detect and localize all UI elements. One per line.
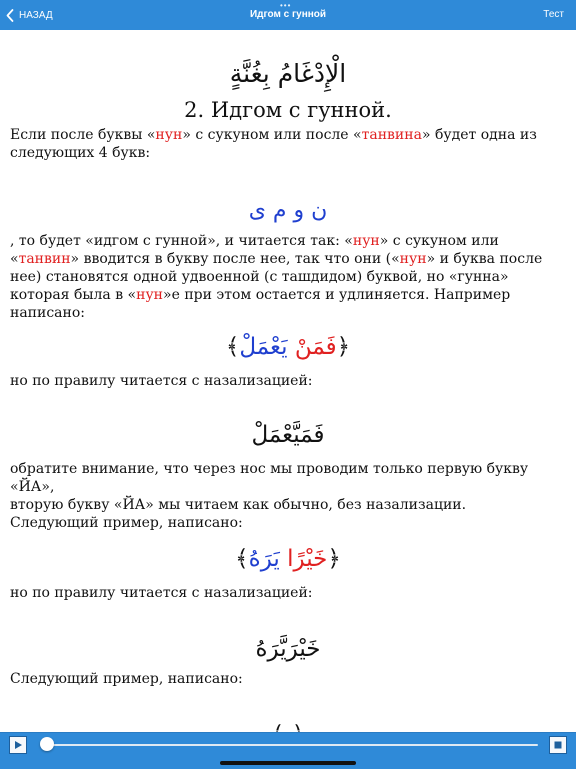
arabic-letters: ن و م ى xyxy=(248,198,328,223)
stop-icon xyxy=(553,740,563,750)
paragraph-intro xyxy=(10,126,558,162)
arabic-word: خَيْرًا xyxy=(287,546,328,572)
arabic-word: يَعْمَلْ xyxy=(239,334,288,360)
text-run: Если после буквы « xyxy=(10,127,156,143)
back-button-label: НАЗАД xyxy=(19,9,53,21)
test-button[interactable]: Тест xyxy=(543,9,564,20)
paragraph-attention xyxy=(10,460,558,532)
text-line: вторую букву «ЙА» мы читаем как обычно, без назализации. xyxy=(10,497,467,513)
navigation-bar xyxy=(0,0,576,30)
highlight-nun: нун xyxy=(352,233,380,249)
paragraph-reading-note-2: но по правилу читается с назализацией: xyxy=(10,585,313,601)
audio-progress-track[interactable] xyxy=(44,744,538,746)
highlight-nun: нун xyxy=(136,287,164,303)
arabic-title: الْإِدْغَامُ بِغُنَّةٍ xyxy=(229,59,347,88)
page-title: Идгом с гунной xyxy=(249,9,327,20)
paragraph-rule xyxy=(10,232,558,322)
ornate-bracket: ﴿ xyxy=(336,334,351,360)
highlight-tanvin: танвина xyxy=(361,127,422,143)
arabic-example-1 xyxy=(0,330,576,364)
arabic-reading-2 xyxy=(0,632,576,666)
ornate-bracket: ﴾ xyxy=(235,546,249,572)
text-run: » вводится в букву после нее, так что они (« xyxy=(70,251,400,267)
play-icon xyxy=(13,740,23,750)
arabic-example-2 xyxy=(0,542,576,576)
text-run: , то будет «идгом с гунной», и читается так: « xyxy=(10,233,353,249)
text-run: » и буква после нее) становятся одной удвоенной (с ташдидом) буквой, но «гунна» которая была в « xyxy=(10,251,543,303)
text-run: » будет одна из следующих 4 букв: xyxy=(10,127,537,161)
lesson-content[interactable] xyxy=(0,30,576,732)
ornate-bracket: ﴾ xyxy=(225,334,240,360)
paragraph-next-example: Следующий пример, написано: xyxy=(10,671,243,687)
text-run: » с сукуном или после « xyxy=(182,127,362,143)
text-line: Следующий пример, написано: xyxy=(10,515,243,531)
highlight-nun: нун xyxy=(399,251,427,267)
paragraph-reading-note: но по правилу читается с назализацией: xyxy=(10,373,313,389)
ornate-bracket: ﴿ xyxy=(327,546,341,572)
highlight-tanvin: танвин xyxy=(18,251,71,267)
stop-button[interactable] xyxy=(549,736,567,754)
more-dots-icon[interactable]: ••• xyxy=(280,1,292,10)
audio-progress-thumb[interactable] xyxy=(40,737,54,751)
arabic-reading-1 xyxy=(0,418,576,452)
text-run: »е при этом остается и удлиняется. Например написано: xyxy=(10,287,511,321)
arabic-word: خَيْرَيَّرَهُ xyxy=(255,636,321,662)
highlight-nun: нун xyxy=(155,127,183,143)
play-button[interactable] xyxy=(9,736,27,754)
arabic-word: يَرَهُ xyxy=(248,546,280,572)
home-indicator xyxy=(220,761,356,765)
text-line: обратите внимание, что через нос мы проводим только первую букву «ЙА», xyxy=(10,461,529,495)
arabic-word: فَمَيَّعْمَلْ xyxy=(251,422,325,448)
arabic-word: فَمَنْ xyxy=(294,334,337,360)
text-run: » с сукуном или « xyxy=(10,233,499,267)
section-heading: 2. Идгом с гунной. xyxy=(184,98,392,122)
